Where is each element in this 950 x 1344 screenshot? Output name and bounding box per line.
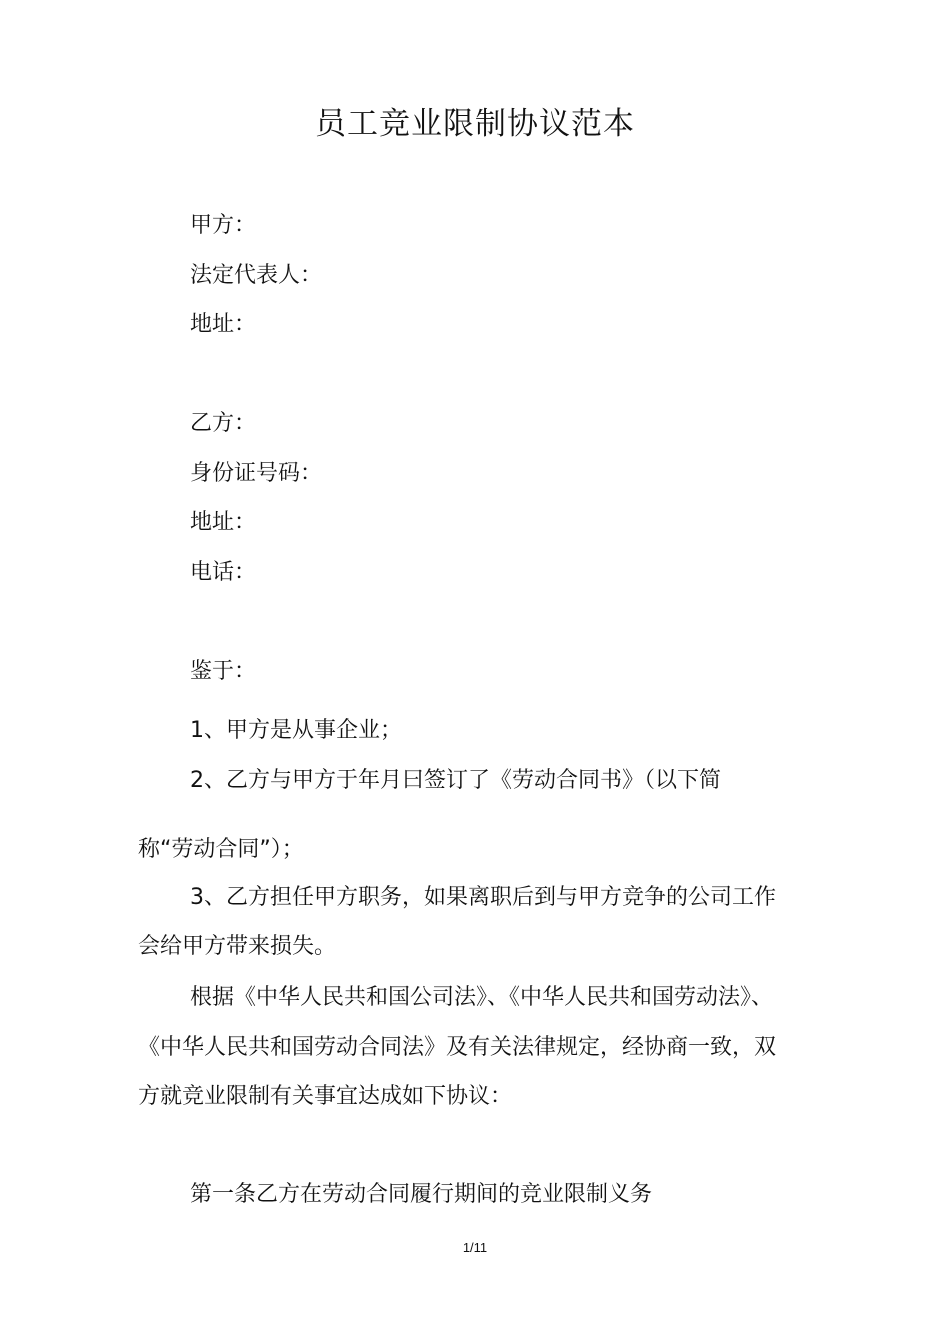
- party-a-label: 甲方：: [190, 213, 257, 238]
- whereas-item-3-line-2: 会给甲方带来损失。: [138, 934, 337, 959]
- whereas-item-1: 1、甲方是从事企业；: [190, 718, 402, 743]
- party-b-address-label: 地址：: [190, 510, 257, 535]
- basis-line-1: 根据《中华人民共和国公司法》、《中华人民共和国劳动法》、: [190, 985, 774, 1010]
- phone-label: 电话：: [190, 560, 257, 585]
- whereas-item-2-line-1: 2、乙方与甲方于年月曰签订了《劳动合同书》（以下简: [190, 768, 721, 793]
- id-number-label: 身份证号码：: [190, 461, 323, 486]
- article-1-heading: 第一条乙方在劳动合同履行期间的竞业限制义务: [190, 1182, 653, 1207]
- page-number: 1/11: [462, 1240, 488, 1255]
- basis-line-3: 方就竞业限制有关事宜达成如下协议：: [138, 1084, 513, 1109]
- legal-representative-label: 法定代表人：: [190, 263, 323, 288]
- document-title: 员工竞业限制协议范本: [315, 106, 635, 142]
- whereas-item-3-line-1: 3、乙方担任甲方职务，如果离职后到与甲方竞争的公司工作: [190, 885, 776, 910]
- party-a-address-label: 地址：: [190, 312, 257, 337]
- basis-line-2: 《中华人民共和国劳动合同法》及有关法律规定，经协商一致，双: [138, 1035, 777, 1060]
- party-b-label: 乙方：: [190, 411, 257, 436]
- whereas-heading: 鉴于：: [190, 659, 257, 684]
- whereas-item-2-line-2: 称“劳动合同”）；: [138, 837, 304, 862]
